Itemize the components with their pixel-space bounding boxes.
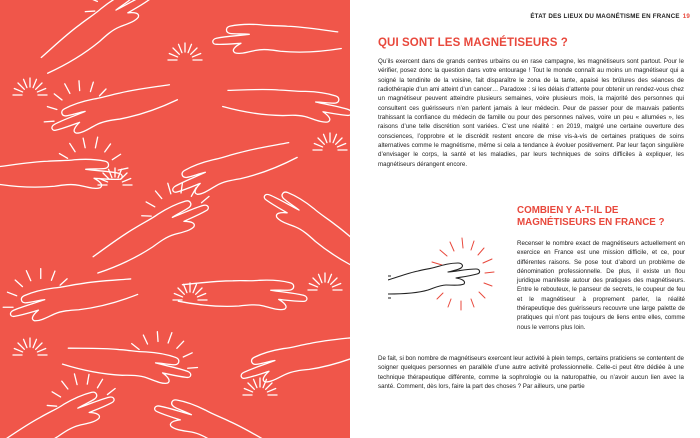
pattern-hand-0	[23, 0, 167, 73]
pattern-hand-10	[63, 301, 206, 408]
section-heading-how-many: COMBIEN Y A-T-IL DE MAGNÉTISEURS EN FRANCE ?	[517, 205, 665, 228]
pattern-hand-3	[223, 64, 350, 145]
pattern-hand-11	[236, 312, 350, 407]
running-head-title: ÉTAT DES LIEUX DU MAGNÉTISME EN FRANCE	[530, 13, 680, 20]
pattern-burst-6	[308, 273, 342, 290]
pattern-hand-9	[178, 258, 309, 332]
pattern-hand-12	[0, 365, 126, 438]
pattern-burst-1	[13, 78, 47, 95]
pattern-burst-2	[313, 133, 347, 150]
radiating-hand-icon	[388, 236, 508, 336]
pattern-hand-8	[0, 233, 138, 346]
pattern-hand-1	[210, 5, 341, 75]
pattern-hand-6	[79, 173, 221, 273]
section-heading-who: QUI SONT LES MAGNÉTISEURS ?	[378, 37, 568, 49]
pattern-hand-5	[167, 118, 297, 219]
pattern-hand-4	[0, 118, 133, 210]
running-head	[530, 13, 690, 20]
pattern-burst-0	[168, 43, 202, 60]
pattern-burst-5	[13, 338, 47, 355]
section-body-continued: De fait, si bon nombre de magnétiseurs exercent leur activité à plein temps, certains praticiens se contentent de soigner quelques personnes en parallèle d’une autre activité professionnelle. Celle-ci peut être dédiée à une technique thérapeutique différente, comme la sophrologie ou la naturopathie, ou n’avoir aucun lien avec la santé. Comment, dès lors, faire la part des choses ? Par ailleurs, une partie	[378, 355, 684, 391]
section-body-who: Qu’ils exercent dans de grands centres urbains ou en rase campagne, les magnétiseurs sont partout. Pour le vérifier, posez donc la question dans votre entourage ! Tout le monde connaît au moins un magnétiseur qui a soigné la tendinite de la voisine, fait disparaître le zona de la tante, apaisé les brûlures des séances de radiothérapie d’un ami atteint d’un cancer… Paradoxe : si les délais d’attente pour obtenir un rendez-vous chez un magnétiseur peuvent atteindre plusieurs semaines, voire plusieurs mois, la majorité des personnes qui consultent ces guérisseurs n’en parlent jamais à leur médecin. Peur de passer pour de mauvais patients trahissant la confiance du médecin de famille ou pour des personnes naïves, voire un peu « allumées », les raisons d’une telle discrétion sont variées. C’est une réalité : en 2019, malgré une certaine ouverture des consciences, l’opprobre et le discrédit restent encore de mise vis-à-vis de certaines pratiques de soins alternatives comme le magnétisme, même si cela a tendance à évoluer positivement. Par leur façon singulière d’envisager le corps, la santé et les maladies, par leurs techniques de soins difficiles à expliquer, les magnétiseurs dérangent encore.	[378, 58, 684, 168]
pattern-burst-4	[173, 283, 207, 300]
page-number: 19	[682, 13, 690, 20]
right-page	[350, 0, 700, 438]
section-body-how-many: Recenser le nombre exact de magnétiseurs actuellement en exercice en France est une mission difficile, et ce, pour différentes raisons. Se pose tout d’abord un problème de dénomination professionnelle. De plus, il existe un flou juridique manifeste autour des pratiques des magnétiseurs. Entre le rebouteux, le panseur de secrets, le coupeur de feu et le magnétiseur à proprement parler, la réalité thérapeutique des guérisseurs recouvre une large palette de pratiques qui n’ont pas toujours de liens entre elles, comme nous le verrons plus loin.	[517, 240, 685, 331]
pattern-hand-13	[149, 396, 279, 438]
pattern-hand-7	[252, 185, 350, 273]
pattern-hand-2	[33, 41, 177, 160]
